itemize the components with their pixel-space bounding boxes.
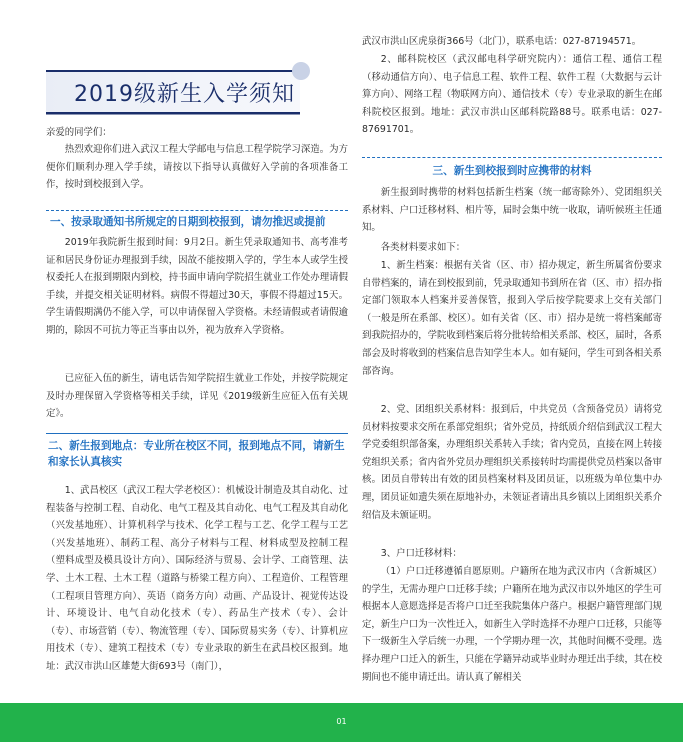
- footer-bar: [0, 703, 683, 742]
- materials-requirements: 各类材料要求如下：: [380, 242, 466, 253]
- section1-rule: [46, 210, 348, 211]
- title-banner: [46, 70, 300, 114]
- section1-paragraph-2: 已应征入伍的新生，请电话告知学院招生就业工作处，并按学院规定及时办理保留入学资格等相关手续，详见《2019级新生应征入伍有关规定》。: [46, 373, 348, 420]
- campus2-paragraph: 2、邮科院校区（武汉邮电科学研究院内）：通信工程、通信工程（移动通信方向）、电子信息工程、软件工程、软件工程（大数据与云计算方向）、网络工程（物联网方向）、通信技术（专）专业录取的新生在邮科院校区报到。地址：武汉市洪山区邮科院路88号。联系电话：027-87691701。: [362, 54, 662, 136]
- hukou-heading: 3、户口迁移材料：: [380, 548, 462, 559]
- section2-paragraph-1: 1、武昌校区（武汉工程大学老校区）：机械设计制造及其自动化、过程装备与控制工程、自动化、电气工程及其自动化、电气工程及其自动化（兴发基地班）、计算机科学与技术、化学工程与工艺、化学工程与工艺（兴发基地班）、制药工程、高分子材料与工程、材料成型及控制工程（塑料成型及模具设计方向）、国际经济与贸易、会计学、工商管理、法学、土木工程、土木工程（道路与桥梁工程方向）、工程造价、工程管理（工程项目管理方向）、英语（商务方向）动画、产品设计、视觉传达设计、环境设计、电气自动化技术（专）、药品生产技术（专）、会计（专）、市场营销（专）、物流管理（专）、国际贸易实务（专）、计算机应用技术（专）、建筑工程技术（专）专业录取的新生在武昌校区报到。地址：武汉市洪山区雄楚大街693号（南门），: [46, 485, 348, 672]
- materials-intro: 新生报到时携带的材料包括新生档案（统一邮寄除外）、党团组织关系材料、户口迁移材料、相片等，届时会集中统一收取，请听候班主任通知。: [362, 187, 663, 234]
- section2-heading: 二、新生报到地点：专业所在校区不同，报到地点不同，请新生和家长认真核实: [48, 440, 345, 468]
- page-number: 01: [336, 717, 347, 726]
- section3-heading: 三、新生到校报到时应携带的材料: [432, 165, 592, 177]
- section2-rule: [46, 433, 348, 434]
- intro-paragraph: 热烈欢迎你们进入武汉工程大学邮电与信息工程学院学习深造。为方便你们顺利办理入学手续，请按以下指导认真做好入学前的各项准备工作，按时到校报到入学。: [46, 144, 348, 191]
- greeting: 亲爱的同学们：: [46, 127, 112, 138]
- page-title: 2019级新生入学须知: [74, 82, 295, 107]
- section1-heading: 一、按录取通知书所规定的日期到校报到，请勿推迟或提前: [50, 216, 326, 228]
- campus1-address-cont: 武汉市洪山区虎泉街366号（北门），联系电话：027-87194571。: [362, 36, 642, 47]
- section1-paragraph-1: 2019年我院新生报到时间：9月2日。新生凭录取通知书、高考准考证和居民身份证办理报到手续，因故不能按期入学的，学生本人或学生授权委托人在报到期限内到校，持书面申请向学院招生就业工作处办理请假手续，并提交相关证明材料。病假不得超过30天，事假不得超过15天。学生请假期满仍不能入学，可以申请保留入学资格。未经请假或者请假逾期的，除因不可抗力等正当事由以外，视为放弃入学资格。: [46, 237, 348, 336]
- title-underline: [46, 114, 300, 115]
- party-league-paragraph: 2、党、团组织关系材料：报到后，中共党员（含预备党员）请将党员材料按要求交所在系部党组织；省外党员，持纸质介绍信到武汉工程大学党委组织部备案，办理组织关系转入手续；省内党员，直接在网上转接党组织关系；省内省外党员办理组织关系接转时均需提供党员档案以备审核。团员自带转出有效的团员档案材料及团员证，以班级为单位集中办理，团员证如遗失须在原地补办，未领证者请出具乡镇以上团组织关系介绍信及未颁证明。: [362, 404, 663, 521]
- section3-rule: [362, 157, 662, 158]
- archive-paragraph: 1、新生档案：根据有关省（区、市）招办规定，新生所属省份要求自带档案的，请在到校报到前，凭录取通知书到所在省（区、市）招办指定部门领取本人档案并妥善保管，报到入学后按学院要求上交有关部门（一般是所在系部、校区）。如有关省（区、市）招办是统一将档案邮寄到我院招办的，学院收到档案后将分批转给相关系部、校区，届时，各系部会及时将收到的档案信息告知学生本人。如有疑问，学生可到各相关系部咨询。: [362, 260, 663, 377]
- hukou-paragraph: （1）户口迁移遵循自愿原则。户籍所在地为武汉市内（含新城区）的学生，无需办理户口迁移手续；户籍所在地为武汉市以外地区的学生可根据本人意愿选择是否将户口迁至我院集体户落户。根据户籍管理部门规定，新生户口为一次性迁入，如新生入学时选择不办理户口迁移，只能等下一级新生入学后统一办理，一个学期办理一次，其他时间概不受理。选择办理户口迁入的新生，只能在学籍异动或毕业时办理迁出手续，其在校期间也不能申请迁出。请认真了解相关: [362, 566, 663, 683]
